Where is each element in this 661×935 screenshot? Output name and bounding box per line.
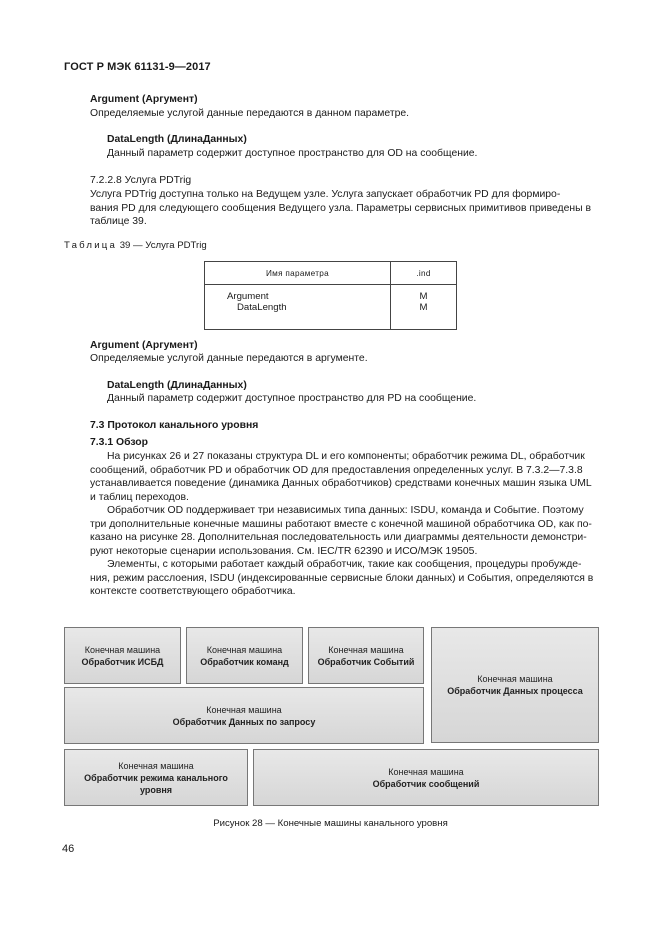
box-label: Конечная машина <box>477 674 553 684</box>
text-line: таблице 39. <box>90 216 147 228</box>
text-line: три дополнительные конечные машины работают вместе с конечной машиной обработчика OD, как по- <box>90 518 592 530</box>
text-line: контексте соответствующего обработчика. <box>90 586 296 598</box>
text-line: руют некоторые сценарии использования. См. IEC/TR 62390 и ИСО/МЭК 19505. <box>90 545 478 557</box>
parameter-name: DataLength <box>237 302 287 313</box>
parameter-name: Argument <box>227 291 269 302</box>
section-heading-73: 7.3 Протокол канального уровня <box>90 420 259 431</box>
paragraph-2 <box>90 504 600 558</box>
isdu-handler-box <box>64 627 181 684</box>
box-title: Обработчик Данных по запросу <box>172 716 316 727</box>
figure-caption: Рисунок 28 — Конечные машины канального уровня <box>213 818 448 829</box>
box-title: Обработчик команд <box>200 656 289 667</box>
message-handler-box <box>253 749 599 806</box>
text-line: устанавливается поведение (динамика Данных обработчиков) средствами конечных машин языка UML <box>90 478 592 490</box>
parameter-ind-cell <box>391 285 457 330</box>
box-label: Конечная машина <box>84 644 161 655</box>
table-caption-word: Таблица <box>64 240 118 251</box>
document-header: ГОСТ Р МЭК 61131-9—2017 <box>64 61 211 73</box>
parameter-ind: M <box>419 291 428 302</box>
event-handler-box <box>308 627 424 684</box>
parameters-table <box>204 261 457 330</box>
subsection-heading-731: 7.3.1 Обзор <box>90 437 148 448</box>
column-header-name: Имя параметра <box>205 262 391 285</box>
text-line: сообщений, обработчик PD и обработчик OD для предоставления определенных услуг. В 7.3.2—7.3.8 <box>90 464 583 476</box>
text-line: казано на рисунке 28. Дополнительная последовательность или диаграммы деятельности демонстри- <box>90 532 587 544</box>
parameter-names-cell <box>205 285 391 330</box>
box-label: Конечная машина <box>388 766 464 777</box>
box-title: Обработчик ИСБД <box>81 656 164 667</box>
page-number: 46 <box>62 843 75 855</box>
subsection-heading-7228: 7.2.2.8 Услуга PDTrig <box>90 175 192 186</box>
paragraph-7228 <box>90 188 600 229</box>
box-label: Конечная машина <box>118 760 194 771</box>
box-title: уровня <box>139 784 173 795</box>
box-label: Конечная машина <box>206 644 283 655</box>
argument-text-2: Определяемые услугой данные передаются в аргументе. <box>90 353 368 364</box>
text-line: Элементы, с которыми работает каждый обработчик, такие как сообщения, процедуры пробужде- <box>107 559 582 570</box>
box-title: Обработчик Данных процесса <box>447 686 583 696</box>
paragraph-3 <box>90 558 600 599</box>
text-line: На рисунках 26 и 27 показаны структура DL и его компоненты; обработчик режима DL, обработчик <box>107 451 585 462</box>
column-header-ind: .ind <box>391 262 457 285</box>
on-request-data-handler-box <box>64 687 424 744</box>
box-title: Обработчик Событий <box>317 656 415 667</box>
box-title: Обработчик сообщений <box>372 778 480 789</box>
argument-title-2: Argument (Аргумент) <box>90 340 198 351</box>
text-line: ния, режим расслоения, ISDU (индексированные сервисные блоки данных) и События, определяются в <box>90 572 594 584</box>
box-label: Конечная машина <box>206 704 282 715</box>
datalength-text-2: Данный параметр содержит доступное пространство для PD на сообщение. <box>107 393 477 404</box>
parameter-ind: M <box>419 302 428 313</box>
argument-title-1: Argument (Аргумент) <box>90 94 198 105</box>
table-header-row <box>205 262 457 285</box>
dl-mode-handler-box <box>64 749 248 806</box>
text-line: вания PD для следующего сообщения Ведущего узла. Параметры сервисных примитивов приведены в <box>90 202 591 214</box>
process-data-handler-box <box>431 627 599 743</box>
table-caption-title: 39 — Услуга PDTrig <box>119 240 207 251</box>
paragraph-1 <box>90 450 600 504</box>
box-title: Обработчик режима канального <box>84 772 228 783</box>
datalength-title-2: DataLength (ДлинаДанных) <box>107 380 247 391</box>
table-row <box>205 285 457 330</box>
argument-text-1: Определяемые услугой данные передаются в данном параметре. <box>90 108 410 119</box>
text-line: Обработчик OD поддерживает три независимых типа данных: ISDU, команда и Событие. Поэтому <box>107 505 584 516</box>
command-handler-box <box>186 627 303 684</box>
box-label: Конечная машина <box>328 644 404 655</box>
table-caption <box>64 240 207 251</box>
text-line: Услуга PDTrig доступна только на Ведущем узле. Услуга запускает обработчик PD для формиро- <box>90 189 561 200</box>
datalength-text-1: Данный параметр содержит доступное пространство для OD на сообщение. <box>107 148 478 159</box>
datalength-title-1: DataLength (ДлинаДанных) <box>107 134 247 145</box>
text-line: и таблиц переходов. <box>90 491 189 503</box>
